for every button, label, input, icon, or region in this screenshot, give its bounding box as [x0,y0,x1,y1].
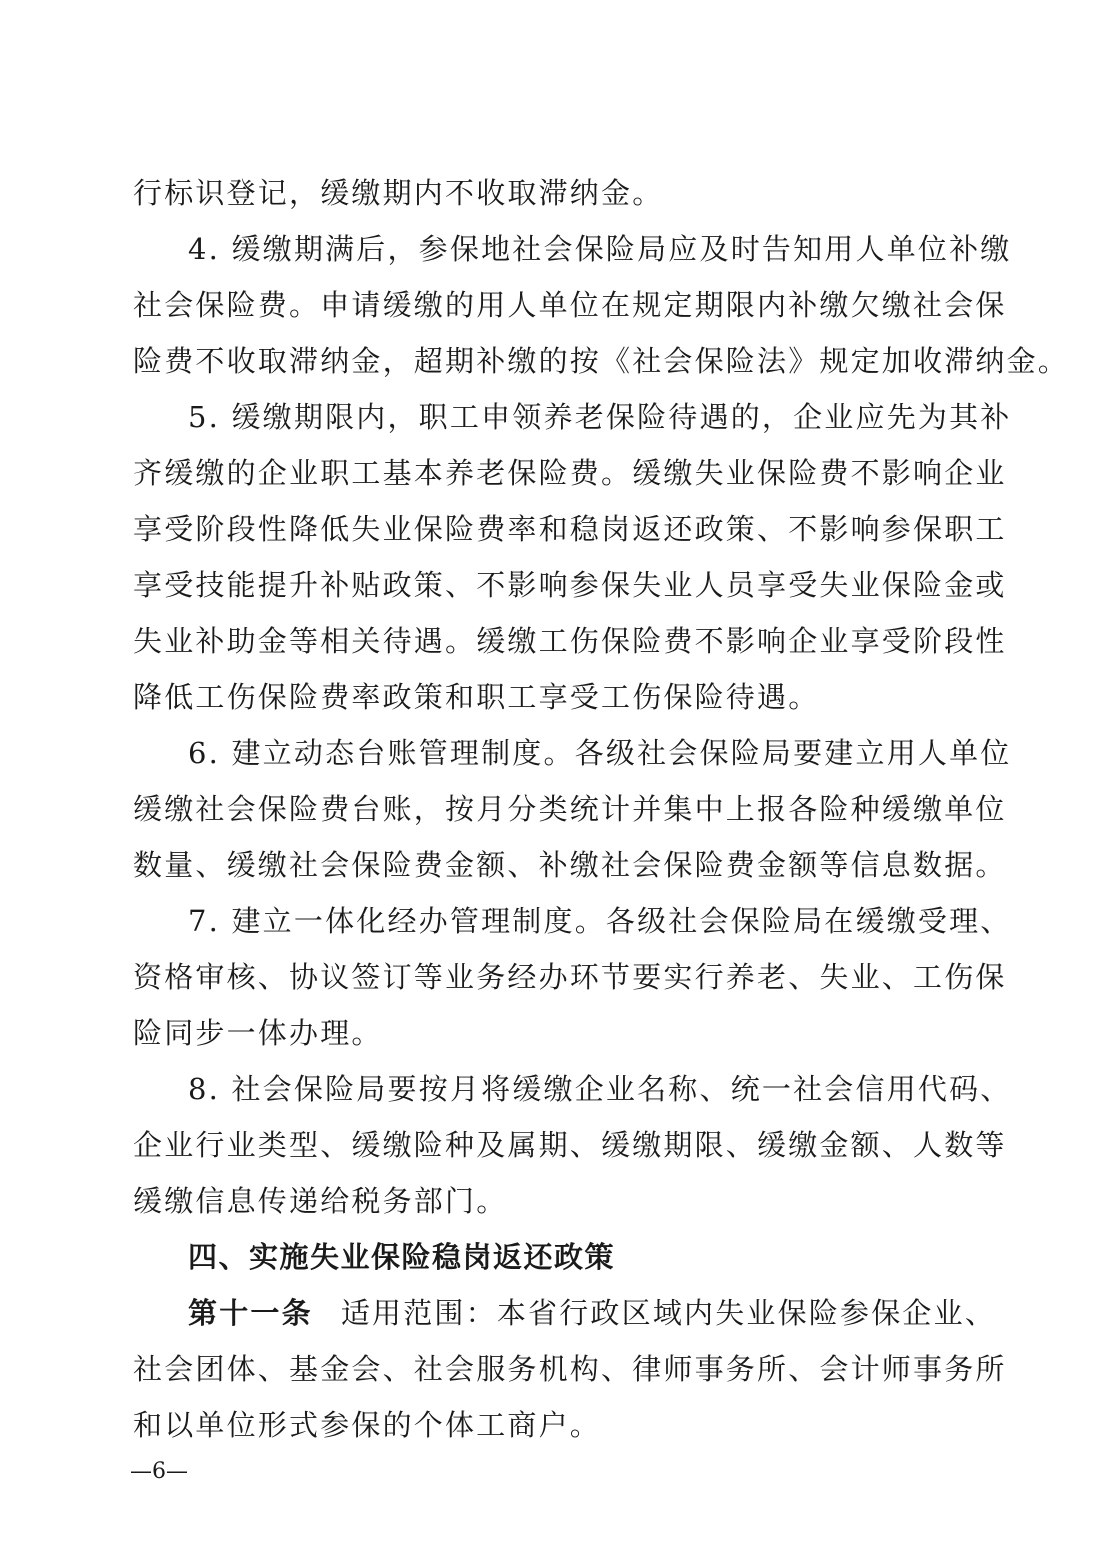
paragraph-line: 8. 社会保险局要按月将缓缴企业名称、统一社会信用代码、 [188,1072,1012,1106]
paragraph-line: 享受技能提升补贴政策、不影响参保失业人员享受失业保险金或 [133,568,1007,602]
paragraph-line: 企业行业类型、缓缴险种及属期、缓缴期限、缓缴金额、人数等 [133,1128,1007,1162]
paragraph-line: 享受阶段性降低失业保险费率和稳岗返还政策、不影响参保职工 [133,512,1007,546]
paragraph-line: 行标识登记，缓缴期内不收取滞纳金。 [133,176,664,210]
article-first-line [188,1293,997,1333]
paragraph-line: 社会保险费。申请缓缴的用人单位在规定期限内补缴欠缴社会保 [133,288,1007,322]
paragraph-line: 社会团体、基金会、社会服务机构、律师事务所、会计师事务所 [133,1352,1007,1386]
paragraph-line: 6. 建立动态台账管理制度。各级社会保险局要建立用人单位 [188,736,1012,770]
paragraph-line: 失业补助金等相关待遇。缓缴工伤保险费不影响企业享受阶段性 [133,624,1007,658]
section-heading: 四、实施失业保险稳岗返还政策 [188,1240,616,1274]
paragraph-line: 5. 缓缴期限内，职工申领养老保险待遇的，企业应先为其补 [188,400,1012,434]
paragraph-line: 和以单位形式参保的个体工商户。 [133,1408,602,1442]
paragraph-line: 险费不收取滞纳金，超期补缴的按《社会保险法》规定加收滞纳金。 [133,344,1070,378]
article-text: 适用范围：本省行政区域内失业保险参保企业、 [340,1296,997,1330]
paragraph-line: 齐缓缴的企业职工基本养老保险费。缓缴失业保险费不影响企业 [133,456,1007,490]
paragraph-line: 缓缴信息传递给税务部门。 [133,1184,508,1218]
paragraph-line: 7. 建立一体化经办管理制度。各级社会保险局在缓缴受理、 [188,904,1012,938]
paragraph-line: 险同步一体办理。 [133,1016,383,1050]
page-number: —6— [130,1459,188,1484]
paragraph-line: 数量、缓缴社会保险费金额、补缴社会保险费金额等信息数据。 [133,848,1007,882]
paragraph-line: 降低工伤保险费率政策和职工享受工伤保险待遇。 [133,680,820,714]
paragraph-line: 资格审核、协议签订等业务经办环节要实行养老、失业、工伤保 [133,960,1007,994]
article-label: 第十一条 [188,1296,313,1330]
paragraph-line: 4. 缓缴期满后，参保地社会保险局应及时告知用人单位补缴 [188,232,1012,266]
paragraph-line: 缓缴社会保险费台账，按月分类统计并集中上报各险种缓缴单位 [133,792,1007,826]
